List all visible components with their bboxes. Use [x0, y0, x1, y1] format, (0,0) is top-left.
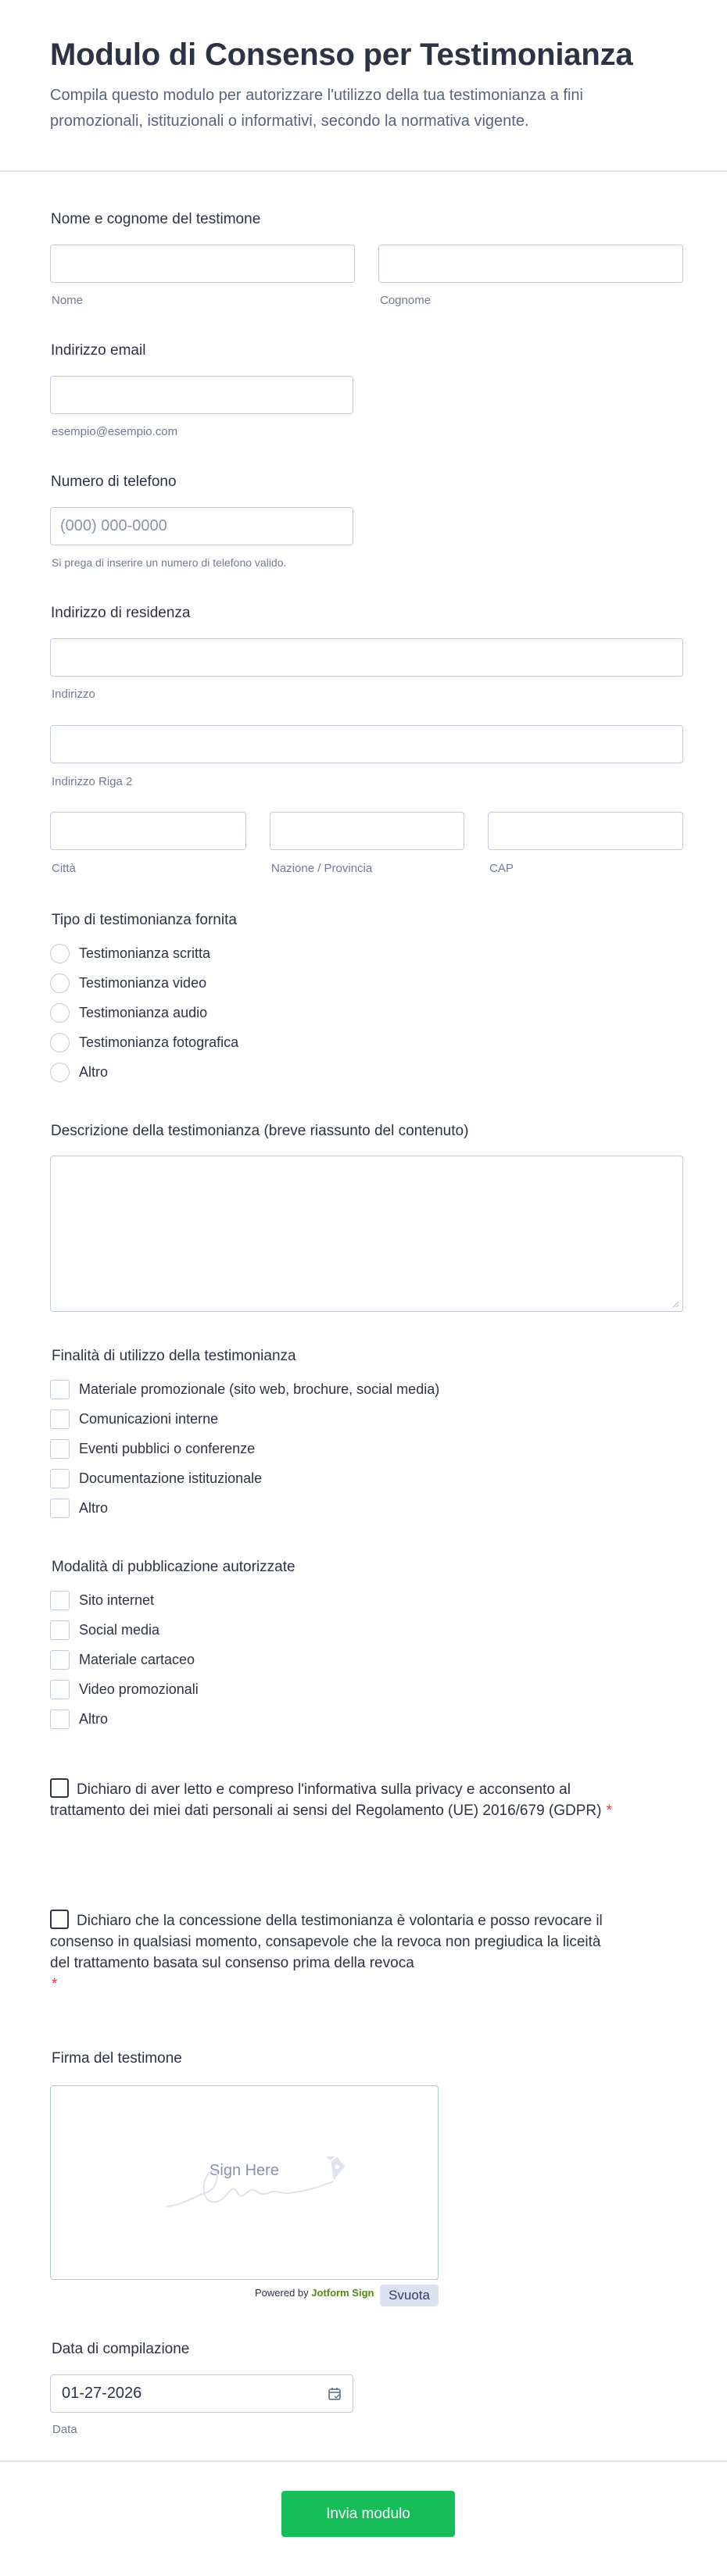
first-name-sublabel: Nome — [52, 294, 84, 307]
checkbox[interactable] — [50, 1499, 70, 1518]
phone-sublabel: Si prega di inserire un numero di telefono valido. — [52, 556, 287, 569]
address-line2-input[interactable] — [50, 725, 683, 763]
signature-label: Firma del testimone — [52, 2050, 182, 2067]
address-line1-sublabel: Indirizzo — [52, 688, 95, 701]
calendar-icon[interactable] — [328, 2387, 342, 2401]
consent-privacy-text: Dichiaro di aver letto e compreso l'informativa sulla privacy e acconsento al trattamento dei miei dati personali ai sensi del Regolamento (UE) 2016/679 (GDPR) — [50, 1781, 602, 1819]
checkbox[interactable] — [50, 1469, 70, 1488]
checkbox[interactable] — [50, 1650, 70, 1670]
checkbox-option[interactable]: Materiale promozionale (sito web, brochure, social media) — [50, 1374, 439, 1404]
checkbox[interactable] — [50, 1591, 70, 1610]
checkbox-option[interactable]: Eventi pubblici o conferenze — [50, 1434, 439, 1463]
consent-voluntary-checkbox[interactable] — [50, 1910, 69, 1929]
checkbox[interactable] — [50, 1680, 70, 1699]
consent-privacy — [50, 1778, 613, 1821]
signature-pen-icon — [129, 2156, 348, 2211]
form-title: Modulo di Consenso per Testimonianza — [50, 38, 633, 72]
required-asterisk: * — [52, 1976, 58, 1992]
address-line1-input[interactable] — [50, 638, 683, 677]
checkbox-option[interactable]: Video promozionali — [50, 1674, 199, 1704]
checkbox[interactable] — [50, 1409, 70, 1429]
last-name-sublabel: Cognome — [380, 294, 432, 307]
publication-checkbox-group — [50, 1585, 199, 1734]
radio-button[interactable] — [50, 944, 70, 963]
radio-button[interactable] — [50, 1003, 70, 1023]
radio-option[interactable]: Testimonianza audio — [50, 998, 238, 1027]
checkbox-option[interactable]: Documentazione istituzionale — [50, 1463, 439, 1493]
checkbox[interactable] — [50, 1439, 70, 1459]
checkbox-option[interactable]: Sito internet — [50, 1585, 199, 1615]
header-divider — [0, 170, 727, 172]
required-asterisk: * — [606, 1802, 612, 1819]
purpose-checkbox-group — [50, 1374, 439, 1523]
sign-here-placeholder: Sign Here — [210, 2162, 279, 2179]
publication-label: Modalità di pubblicazione autorizzate — [52, 1559, 295, 1575]
address-label: Indirizzo di residenza — [51, 605, 191, 621]
consent-voluntary-text: Dichiaro che la concessione della testimonianza è volontaria e posso revocare il consenso in qualsiasi momento, consapevole che la revoca non pregiudica la liceità del trattamento basata sul consenso prima della revoca — [50, 1913, 603, 1971]
radio-button[interactable] — [50, 974, 70, 993]
zip-sublabel: CAP — [489, 862, 514, 875]
submit-button[interactable]: Invia modulo — [281, 2491, 455, 2537]
resize-handle-icon[interactable] — [671, 1300, 679, 1308]
date-value: 01-27-2026 — [62, 2385, 142, 2402]
checkbox[interactable] — [50, 1380, 70, 1399]
footer-divider — [0, 2460, 727, 2462]
email-input[interactable] — [50, 376, 353, 414]
radio-option[interactable]: Testimonianza video — [50, 968, 238, 998]
checkbox-option[interactable]: Altro — [50, 1704, 199, 1734]
radio-option[interactable]: Testimonianza fotografica — [50, 1027, 238, 1057]
checkbox-option[interactable]: Materiale cartaceo — [50, 1645, 199, 1674]
date-label: Data di compilazione — [52, 2341, 190, 2357]
checkbox[interactable] — [50, 1620, 70, 1640]
phone-input[interactable] — [50, 507, 353, 545]
radio-button[interactable] — [50, 1063, 70, 1082]
date-input[interactable] — [50, 2374, 353, 2413]
email-sublabel: esempio@esempio.com — [52, 425, 178, 438]
checkbox-option[interactable]: Social media — [50, 1615, 199, 1645]
last-name-input[interactable] — [378, 245, 683, 283]
testimony-type-radio-group — [50, 938, 238, 1087]
first-name-input[interactable] — [50, 245, 355, 283]
jotform-sign-link[interactable]: Jotform Sign — [311, 2287, 374, 2299]
powered-by-text: Powered by Jotform Sign — [255, 2287, 374, 2299]
signature-pad[interactable] — [50, 2085, 439, 2280]
testimony-type-label: Tipo di testimonianza fornita — [52, 912, 237, 928]
phone-placeholder: (000) 000-0000 — [60, 517, 167, 534]
full-name-label: Nome e cognome del testimone — [51, 211, 261, 227]
clear-signature-button[interactable]: Svuota — [380, 2285, 439, 2306]
form-description: Compila questo modulo per autorizzare l'utilizzo della tua testimonianza a fini promozionali, istituzionali o informativi, secondo la normativa vigente. — [50, 87, 583, 130]
state-input[interactable] — [270, 812, 464, 850]
radio-button[interactable] — [50, 1033, 70, 1052]
city-input[interactable] — [50, 812, 246, 850]
purpose-label: Finalità di utilizzo della testimonianza — [52, 1348, 296, 1364]
consent-voluntary — [50, 1910, 613, 1995]
zip-input[interactable] — [488, 812, 683, 850]
date-sublabel: Data — [52, 2423, 77, 2436]
description-label: Descrizione della testimonianza (breve riassunto del contenuto) — [51, 1123, 469, 1139]
description-textarea[interactable] — [50, 1156, 683, 1312]
address-line2-sublabel: Indirizzo Riga 2 — [52, 775, 133, 788]
consent-privacy-checkbox[interactable] — [50, 1778, 69, 1798]
checkbox-option[interactable]: Altro — [50, 1493, 439, 1523]
phone-label: Numero di telefono — [51, 473, 177, 490]
radio-option[interactable]: Testimonianza scritta — [50, 938, 238, 968]
radio-option[interactable]: Altro — [50, 1057, 238, 1087]
email-label: Indirizzo email — [51, 342, 146, 359]
checkbox-option[interactable]: Comunicazioni interne — [50, 1404, 439, 1434]
checkbox[interactable] — [50, 1710, 70, 1729]
city-sublabel: Città — [52, 862, 76, 875]
state-sublabel: Nazione / Provincia — [271, 862, 373, 875]
